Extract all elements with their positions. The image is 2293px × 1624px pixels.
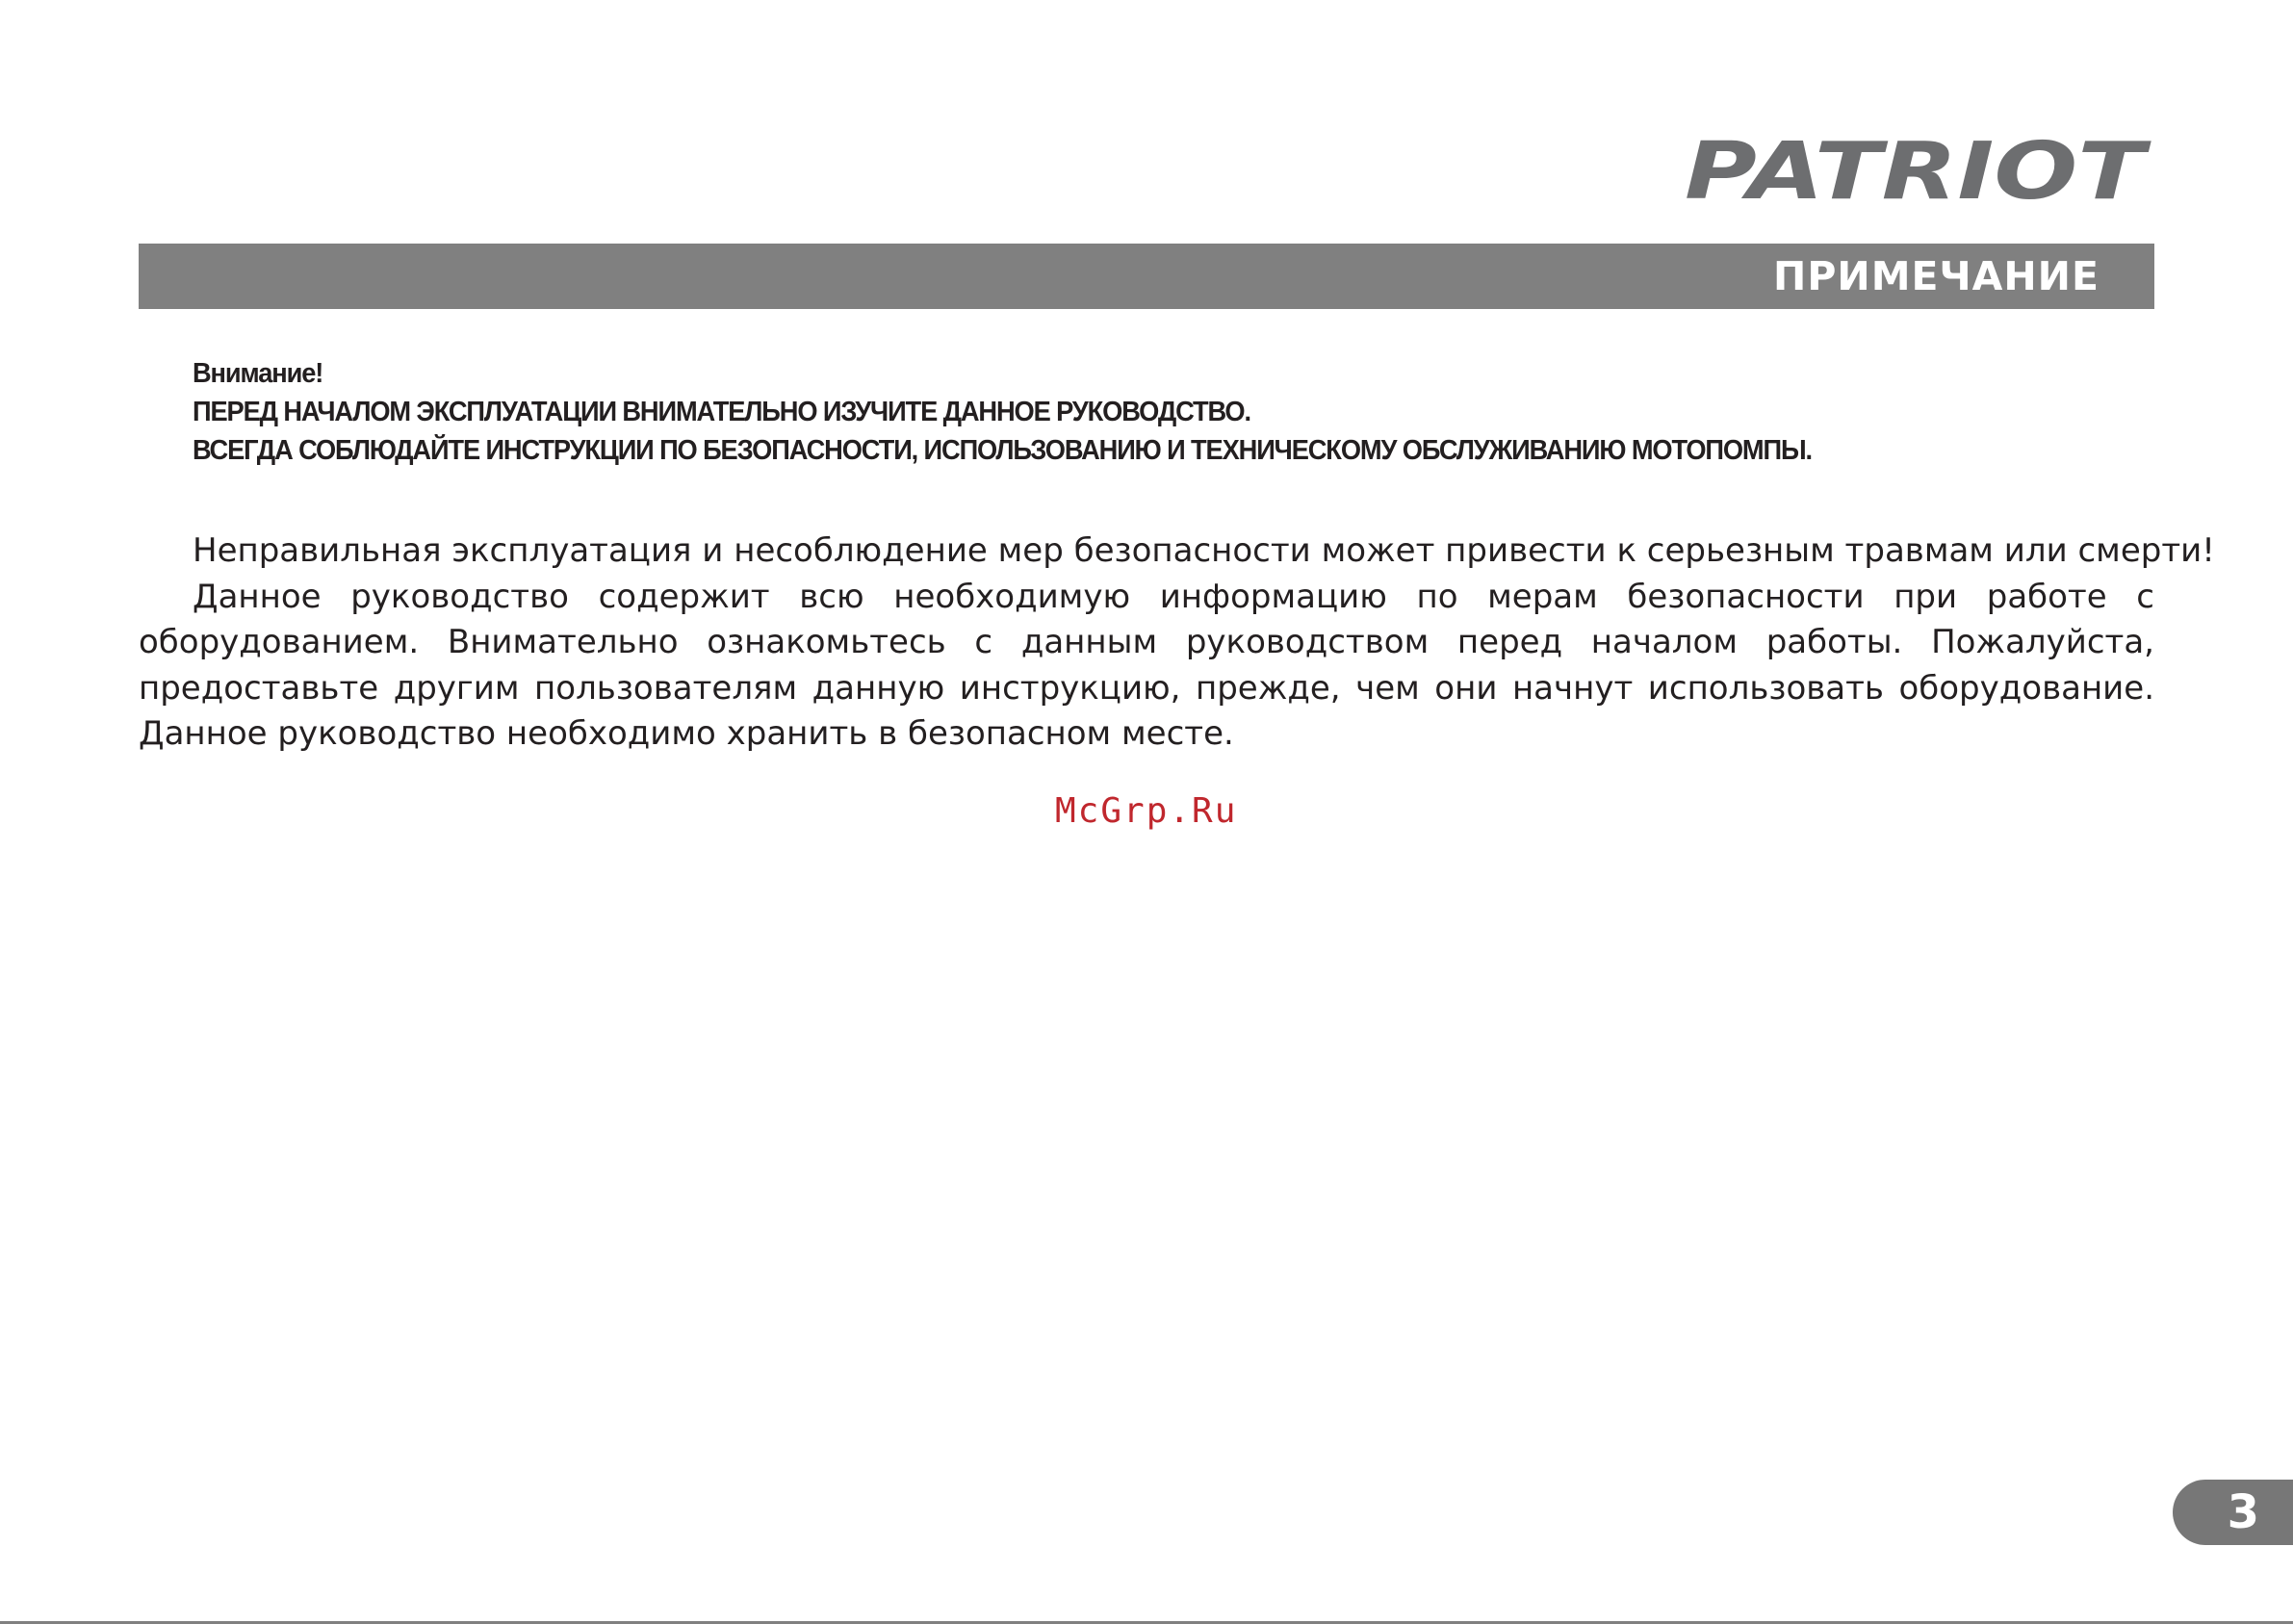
watermark-link[interactable]: McGrp.Ru — [1055, 791, 1238, 831]
warning-line-follow-instructions: ВСЕГДА СОБЛЮДАЙТЕ ИНСТРУКЦИИ ПО БЕЗОПАСНОСТИ, ИСПОЛЬЗОВАНИЮ И ТЕХНИЧЕСКОМУ ОБСЛУЖИВАНИЮ МОТОПОМПЫ. — [193, 435, 1812, 466]
logo-wordmark: PATRIOT — [1685, 131, 2152, 208]
manual-paragraph: Данное руководство содержит всю необходимую информацию по мерам безопасности при работе с оборудованием. Внимательно ознакомьтесь с данным руководством перед началом работы. Пожалуйста, предоставьте другим пользователям данную инструкцию, прежде, чем они начнут использовать оборудование. Данное руководство необходимо хранить в безопасном месте. — [139, 577, 2154, 753]
safety-paragraph: Неправильная эксплуатация и несоблюдение мер безопасности может привести к серьезным травмам или смерти! — [193, 531, 2215, 570]
page-number-tab — [2173, 1480, 2293, 1545]
section-title: ПРИМЕЧАНИЕ — [1773, 253, 2100, 299]
warning-line-read-manual: ПЕРЕД НАЧАЛОМ ЭКСПЛУАТАЦИИ ВНИМАТЕЛЬНО ИЗУЧИТЕ ДАННОЕ РУКОВОДСТВО. — [193, 397, 1250, 427]
patriot-logo — [1675, 131, 2152, 208]
section-header-bar — [139, 244, 2154, 309]
warning-heading: Внимание! — [193, 358, 323, 389]
body-text — [139, 528, 2215, 758]
warning-block — [193, 354, 1925, 470]
page-number: 3 — [2227, 1485, 2259, 1539]
